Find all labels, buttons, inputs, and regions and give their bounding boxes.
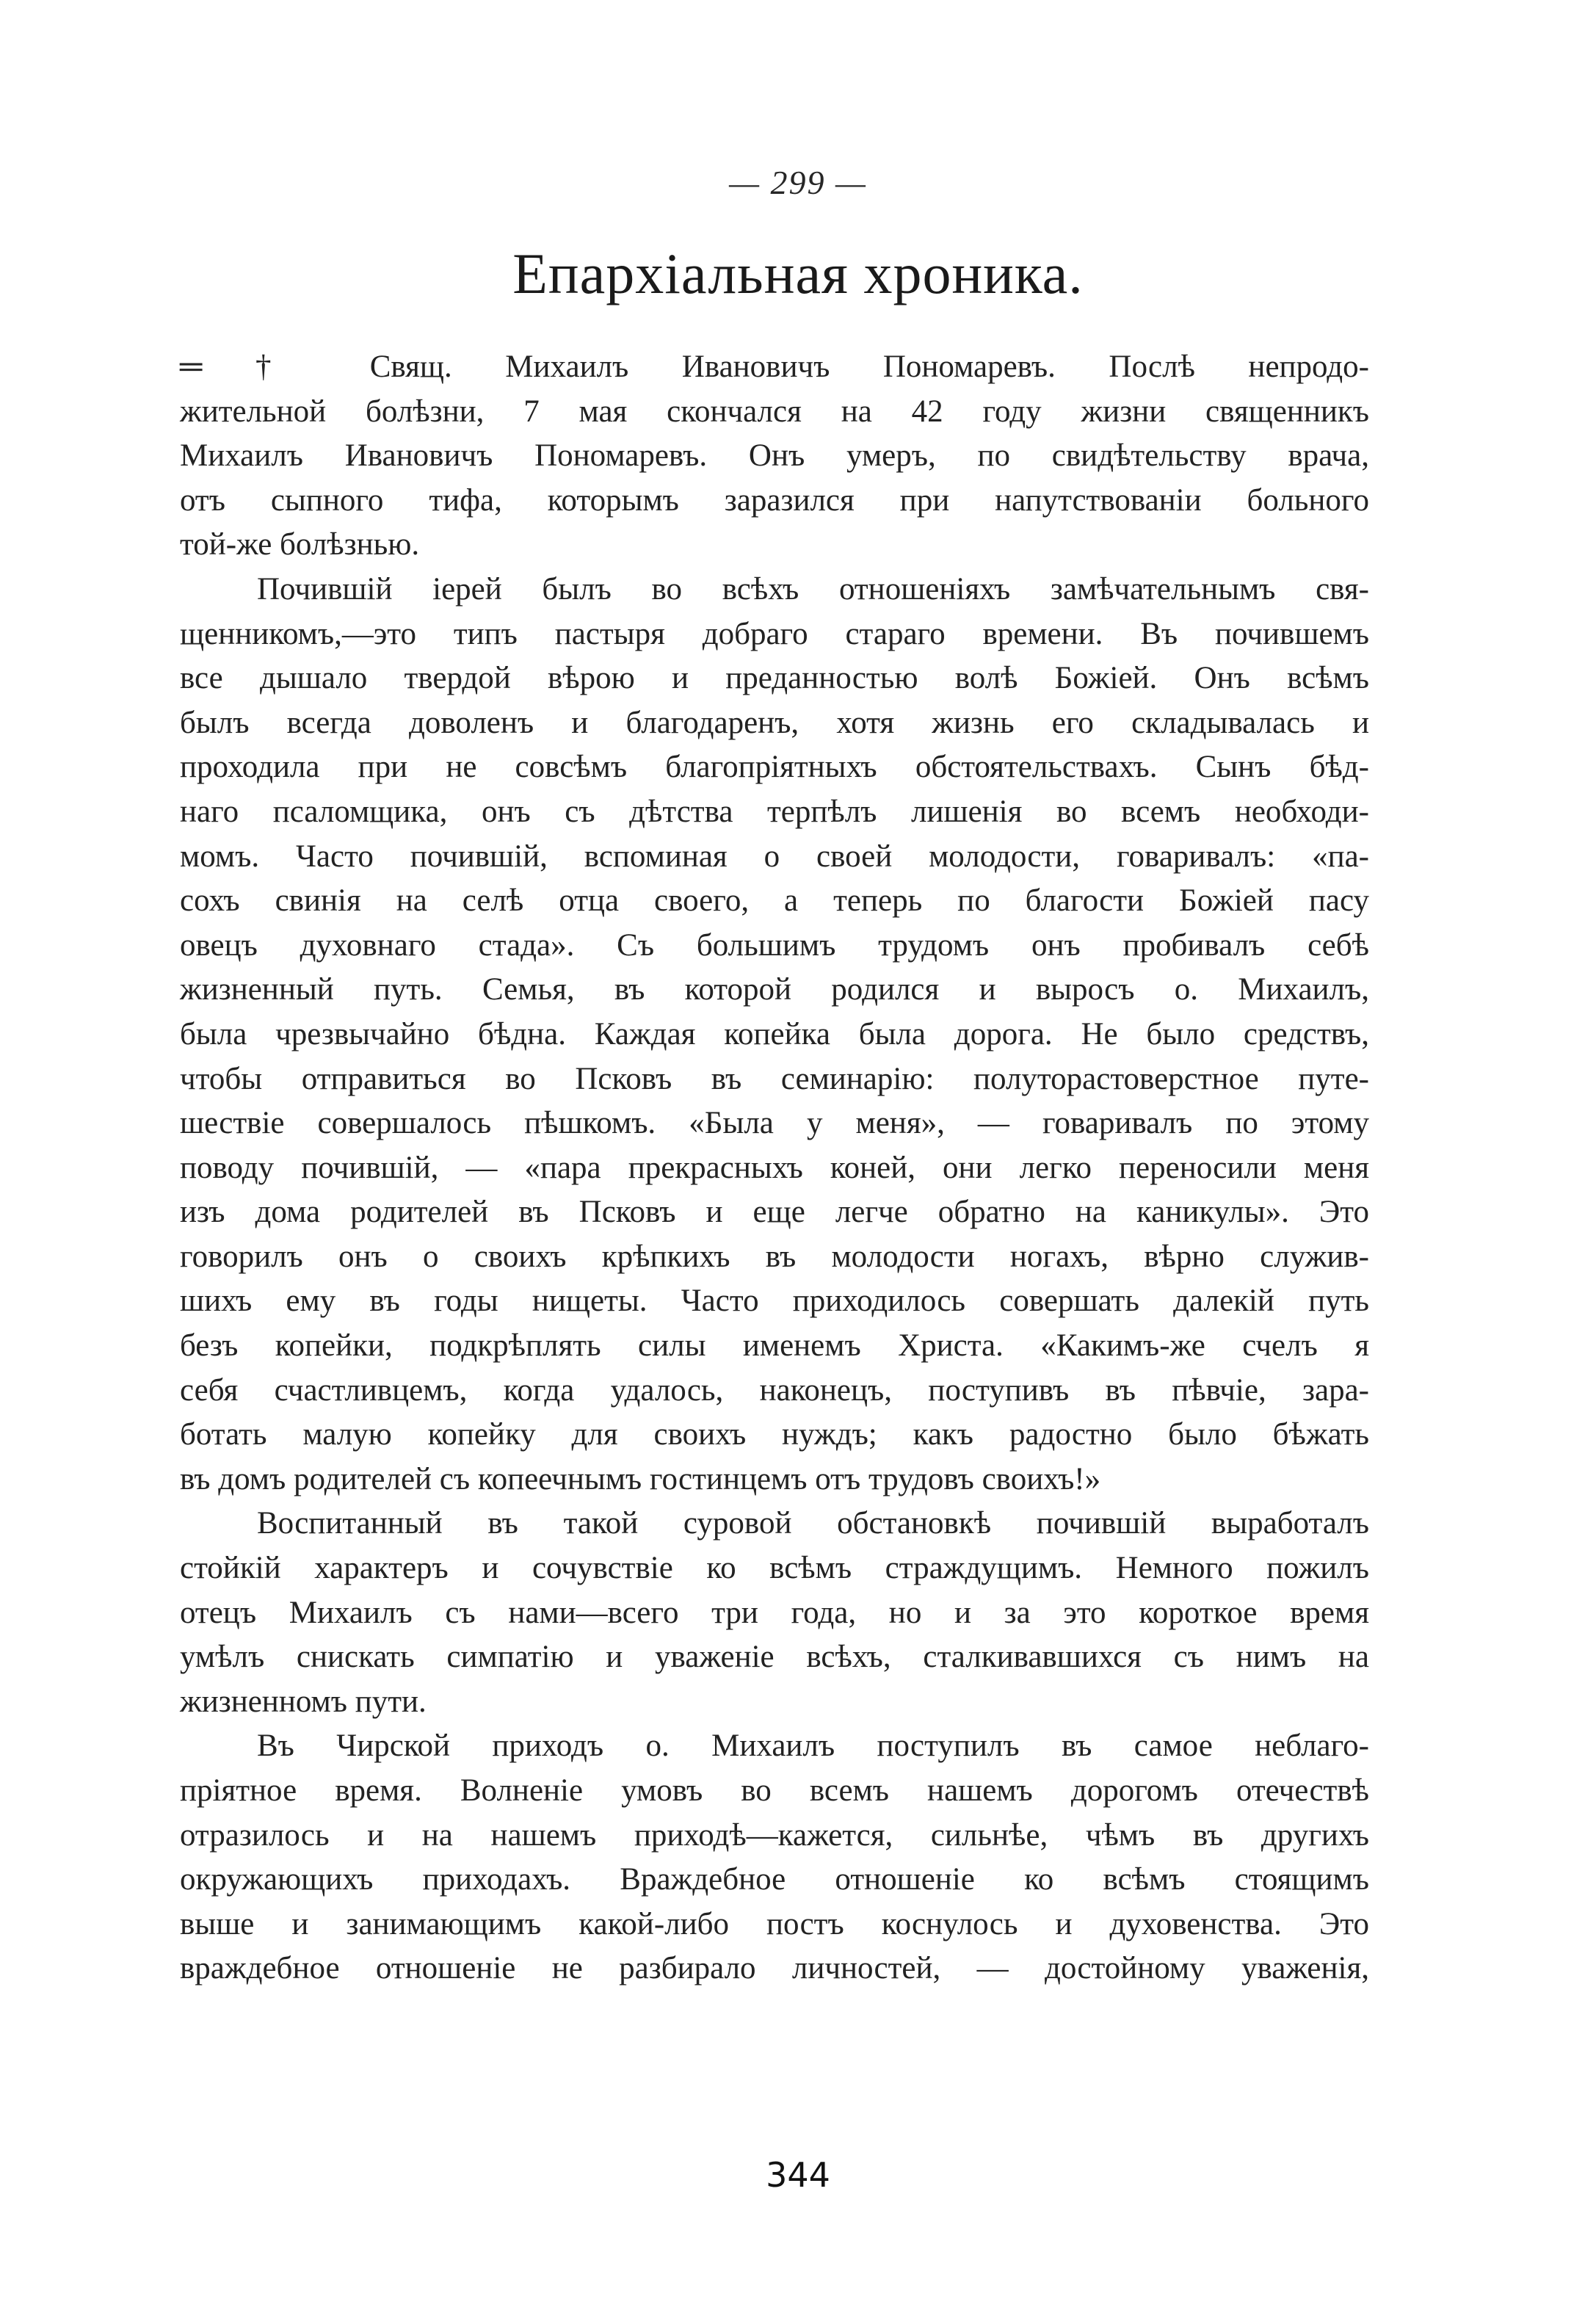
- text-line: сохъ свинія на селѣ отца своего, а теперь по благости Божіей пасу: [180, 883, 1369, 919]
- text-line: пріятное время. Волненіе умовъ во всемъ нашемъ дорогомъ отечествѣ: [180, 1773, 1369, 1808]
- text-line: въ домъ родителей съ копеечнымъ гостинцемъ отъ трудовъ своихъ!»: [180, 1461, 1101, 1496]
- text-line: отразилось и на нашемъ приходѣ—кажется, сильнѣе, чѣмъ въ другихъ: [180, 1817, 1369, 1853]
- text-line: чтобы отправиться во Псковъ въ семинарію: полуторастоверстное путе-: [180, 1061, 1369, 1096]
- text-line: проходила при не совсѣмъ благопріятныхъ обстоятельствахъ. Сынъ бѣд-: [180, 750, 1369, 785]
- paragraph-biography: [180, 568, 1369, 1502]
- paragraph-obituary-intro: [180, 345, 1369, 568]
- text-line: былъ всегда доволенъ и благодаренъ, хотя жизнь его складывалась и: [180, 705, 1369, 740]
- text-line: ботать малую копейку для своихъ нуждъ; какъ радостно было бѣжать: [180, 1417, 1369, 1452]
- text-line: выше и занимающимъ какой-либо постъ коснулось и духовенства. Это: [180, 1906, 1369, 1941]
- paragraph-character: [180, 1502, 1369, 1724]
- text-line: наго псаломщика, онъ съ дѣтства терпѣлъ лишенія во всемъ необходи-: [180, 794, 1369, 829]
- text-line: была чрезвычайно бѣдна. Каждая копейка была дорога. Не было средствъ,: [180, 1016, 1369, 1051]
- text-line: шествіе совершалось пѣшкомъ. «Была у меня», — говаривалъ по этому: [180, 1106, 1369, 1141]
- text-line: поводу почившій, — «пара прекрасныхъ коней, они легко переносили меня: [180, 1150, 1369, 1185]
- scan-page-number: 344: [766, 2155, 830, 2195]
- text-line: безъ копейки, подкрѣплять силы именемъ Христа. «Какимъ-же счелъ я: [180, 1328, 1369, 1364]
- text-line: умѣлъ снискать симпатію и уваженіе всѣхъ, сталкивавшихся съ нимъ на: [180, 1640, 1369, 1675]
- text-line: щенникомъ,—это типъ пастыря добраго стараго времени. Въ почившемъ: [180, 616, 1369, 651]
- text-line: окружающихъ приходахъ. Враждебное отношеніе ко всѣмъ стоящимъ: [180, 1862, 1369, 1897]
- text-line: себя счастливцемъ, когда удалось, наконецъ, поступивъ въ пѣвчіе, зара-: [180, 1372, 1369, 1408]
- text-line: момъ. Часто почившій, вспоминая о своей молодости, говаривалъ: «па-: [180, 839, 1369, 874]
- text-line: отъ сыпного тифа, которымъ заразился при напутствованіи больного: [180, 482, 1369, 518]
- text-line: ═ † Свящ. Михаилъ Ивановичъ Пономаревъ. Послѣ непродо-: [180, 350, 1369, 384]
- text-line: отецъ Михаилъ съ нами—всего три года, но и за это короткое время: [180, 1595, 1369, 1630]
- page-header: — 299 —: [729, 164, 867, 201]
- text-line: Михаилъ Ивановичъ Пономаревъ. Онъ умеръ, по свидѣтельству врача,: [180, 438, 1369, 474]
- body-text: [180, 345, 1369, 1991]
- section-title: Епархіальная хроника.: [512, 242, 1084, 305]
- text-line: говорилъ онъ о своихъ крѣпкихъ въ молодости ногахъ, вѣрно служив-: [180, 1239, 1369, 1274]
- text-line: изъ дома родителей въ Псковъ и еще легче обратно на каникулы». Это: [180, 1195, 1369, 1230]
- text-line: жизненный путь. Семья, въ которой родился и выросъ о. Михаилъ,: [180, 972, 1369, 1007]
- text-line: враждебное отношеніе не разбирало личностей, — достойному уваженія,: [180, 1951, 1369, 1986]
- text-line: Въ Чирской приходъ о. Михаилъ поступилъ въ самое неблаго-: [257, 1729, 1369, 1764]
- text-line: жизненномъ пути.: [180, 1684, 427, 1719]
- paragraph-parish: [180, 1724, 1369, 1991]
- text-line: стойкій характеръ и сочувствіе ко всѣмъ страждущимъ. Немного пожилъ: [180, 1551, 1369, 1586]
- text-line: той-же болѣзнью.: [180, 527, 420, 562]
- text-line: Воспитанный въ такой суровой обстановкѣ почившій выработалъ: [257, 1506, 1369, 1541]
- text-line: овецъ духовнаго стада». Съ большимъ трудомъ онъ пробивалъ себѣ: [180, 927, 1369, 963]
- text-line: шихъ ему въ годы нищеты. Часто приходилось совершать далекій путь: [180, 1284, 1369, 1319]
- text-line: Почившій іерей былъ во всѣхъ отношеніяхъ замѣчательнымъ свя-: [257, 571, 1369, 607]
- text-line: все дышало твердой вѣрою и преданностью волѣ Божіей. Онъ всѣмъ: [180, 661, 1369, 696]
- text-line: жительной болѣзни, 7 мая скончался на 42 году жизни священникъ: [180, 394, 1369, 429]
